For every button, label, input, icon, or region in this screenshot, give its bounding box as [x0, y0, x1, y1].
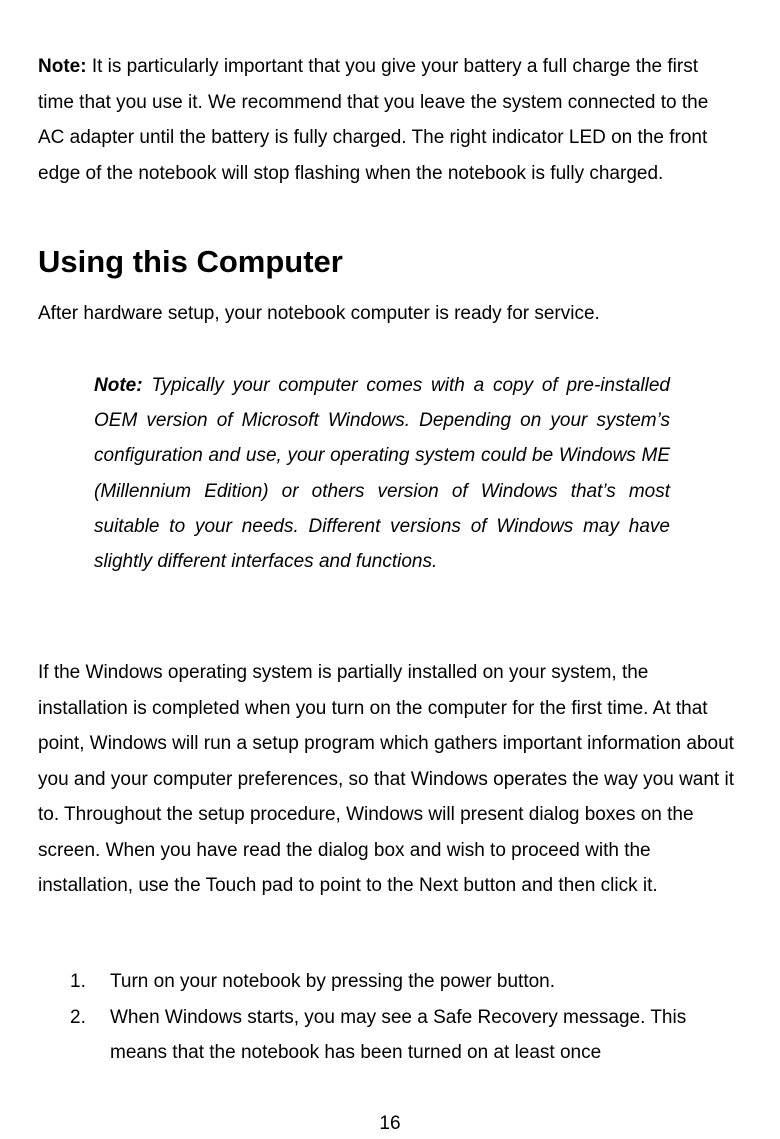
battery-note-text: It is particularly important that you give your battery a full charge the first time that you use it. We recommend that you leave the system connected to the AC adapter until the battery is fully charged. The right indicator LED on the front edge of the notebook will stop flashing when the notebook is fully charged. [38, 56, 709, 184]
intro-paragraph: After hardware setup, your notebook computer is ready for service. [38, 303, 600, 324]
page-number: 16 [379, 1113, 401, 1134]
note-label: Note: [38, 56, 87, 77]
note-label: Note: [94, 375, 143, 396]
setup-steps-list [70, 964, 740, 1071]
windows-note-paragraph [94, 368, 670, 579]
step-number: 2. [70, 1006, 86, 1028]
step-number: 1. [70, 971, 86, 992]
section-heading: Using this Computer [38, 244, 343, 279]
windows-setup-paragraph: If the Windows operating system is partially installed on your system, the installation is completed when you turn on the computer for the first time. At that point, Windows will run a setup program which gathers important information about you and your computer preferences, so that Windows operates the way you want it to. Throughout the setup procedure, Windows will present dialog boxes on the screen. When you have read the dialog box and wish to proceed with the installation, use the Touch pad to point to the Next button and then click it. [38, 662, 734, 896]
windows-note-text: Typically your computer comes with a copy of pre-installed OEM version of Microsoft Windows. Depending on your system’s configuration and use, your operating system could be Windows ME (Millennium Edition) or others version of Windows that’s most suitable to your needs. Different versions of Windows may have slightly different interfaces and functions. [94, 375, 670, 573]
battery-note-paragraph [38, 49, 738, 191]
list-item [70, 964, 740, 1000]
list-item [70, 1000, 740, 1071]
step-text: When Windows starts, you may see a Safe Recovery message. This means that the notebook has been turned on at least once [110, 1006, 687, 1063]
step-text: Turn on your notebook by pressing the power button. [110, 971, 556, 992]
